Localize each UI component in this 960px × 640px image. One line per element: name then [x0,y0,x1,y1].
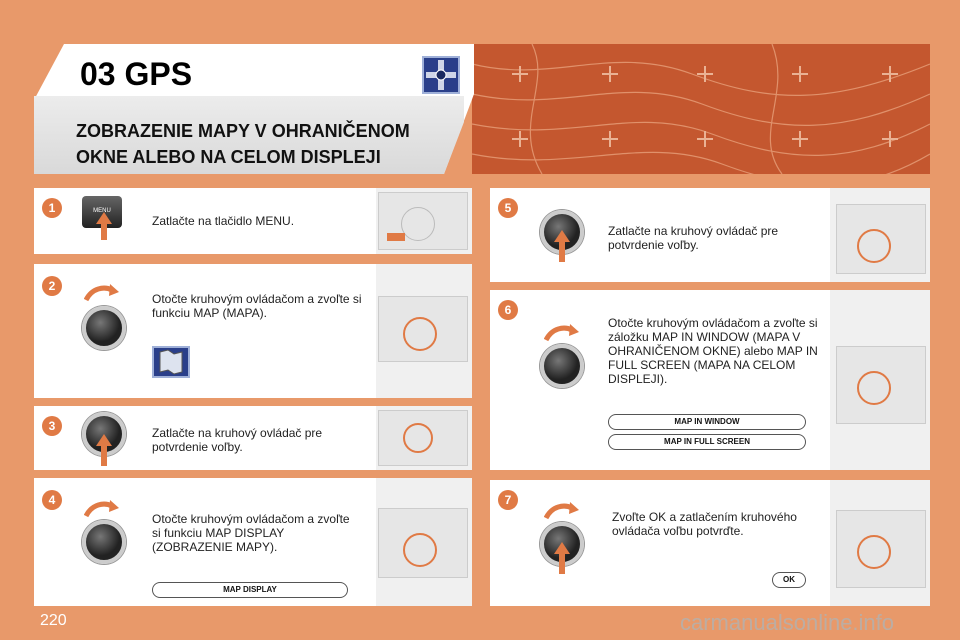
step-number: 5 [498,198,518,218]
rotate-arrow-icon [84,498,120,518]
step-text: Otočte kruhovým ovládačom a zvoľte si funkciu MAP (MAPA). [152,292,362,320]
radio-panel-image [378,410,468,466]
map-display-label: MAP DISPLAY [152,582,348,598]
step-text: Otočte kruhovým ovládačom a zvoľte si funkciu MAP DISPLAY (ZOBRAZENIE MAPY). [152,512,350,554]
rotary-knob [82,306,126,350]
section-title: 03 GPS [80,56,193,92]
map-in-full-screen-label: MAP IN FULL SCREEN [608,434,806,450]
step-number: 4 [42,490,62,510]
page-number: 220 [40,612,67,629]
step-text: Zvoľte OK a zatlačením kruhového ovládača voľbu potvrďte. [612,510,797,538]
radio-panel-image [836,510,926,588]
radio-panel-image [836,204,926,274]
press-arrow-icon [101,444,107,466]
press-arrow-icon [101,222,107,240]
radio-panel-image [378,296,468,362]
header-map-graphic [472,44,930,174]
radio-panel-image [836,346,926,424]
step-number: 3 [42,416,62,436]
radio-panel-image [378,508,468,578]
step-text: Zatlačte na tlačidlo MENU. [152,214,295,228]
page-heading: ZOBRAZENIE MAPY V OHRANIČENOM OKNE ALEBO NA CELOM DISPLEJI [76,121,410,167]
radio-panel-image [378,192,468,250]
press-arrow-icon [559,240,565,262]
map-in-window-label: MAP IN WINDOW [608,414,806,430]
ok-label: OK [772,572,806,588]
step-text: Otočte kruhovým ovládačom a zvoľte si záložku MAP IN WINDOW (MAPA V OHRANIČENOM OKNE) alebo MAP IN FULL SCREEN (MAPA NA CELOM DISPLEJI). [608,316,818,386]
rotate-arrow-icon [544,322,580,342]
rotate-arrow-icon [544,500,580,520]
step-number: 6 [498,300,518,320]
step-number: 2 [42,276,62,296]
map-icon [152,346,190,378]
step-text: Zatlačte na kruhový ovládač pre potvrdenie voľby. [152,426,323,454]
rotate-arrow-icon [84,282,120,302]
step-number: 1 [42,198,62,218]
menu-button-icon: MENU [82,196,122,228]
topo-lines [472,44,930,174]
press-arrow-icon [559,552,565,574]
step-text: Zatlačte na kruhový ovládač pre potvrdenie voľby. [608,224,779,252]
step-number: 7 [498,490,518,510]
gps-cross-icon [422,56,460,94]
rotary-knob [540,344,584,388]
rotary-knob [82,520,126,564]
watermark: carmanualsonline.info [680,610,895,635]
